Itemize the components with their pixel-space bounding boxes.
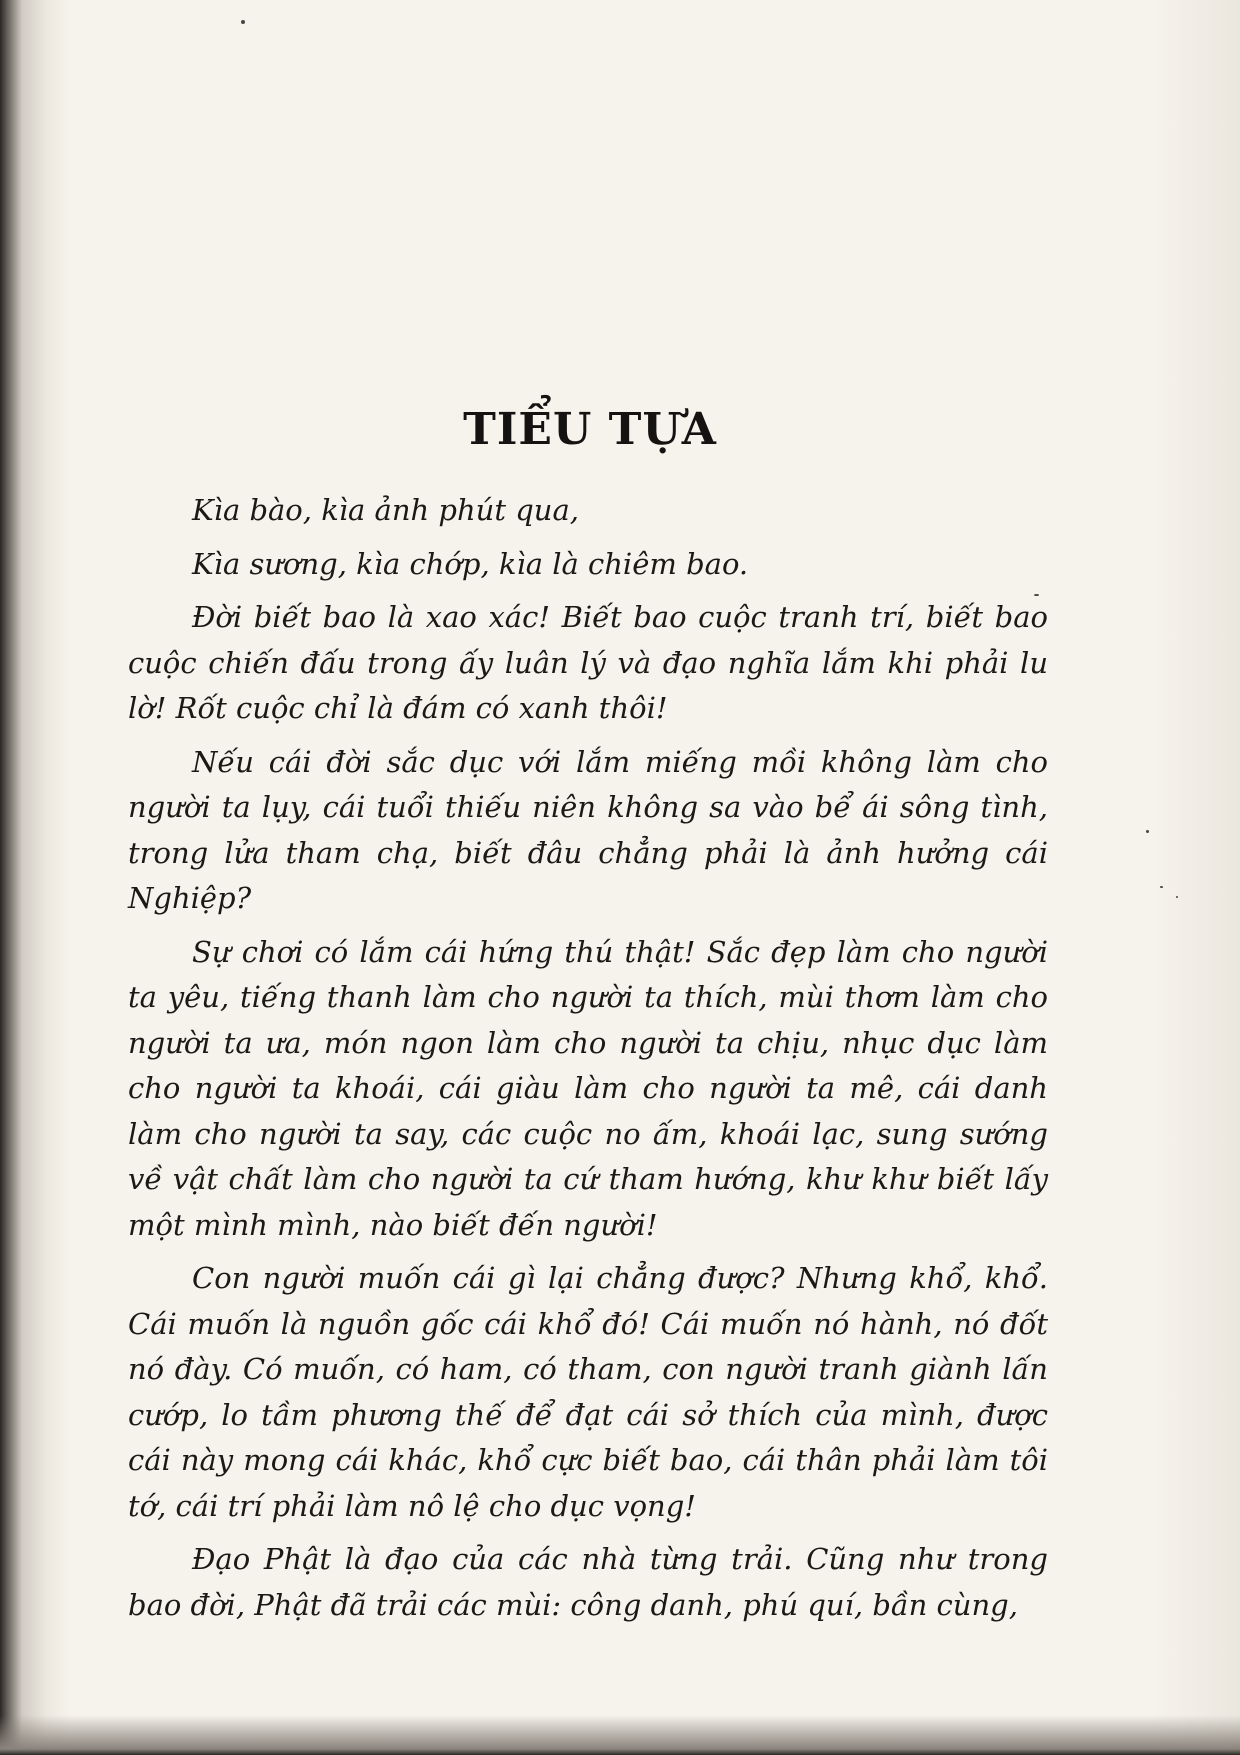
scan-speck xyxy=(241,20,245,24)
paragraph-5: Đạo Phật là đạo của các nhà từng trải. Cũng như trong bao đời, Phật đã trải các mùi: công danh, phú quí, bần cùng, xyxy=(128,1542,1048,1622)
paragraph-2: Nếu cái đời sắc dục với lắm miếng mồi không làm cho người ta lụy, cái tuổi thiếu niên không sa vào bể ái sông tình, trong lửa tham chạ, biết đâu chẳng phải là ảnh hưởng cái Nghiệp? xyxy=(128,744,1048,915)
page-title: TIỂU TỰA xyxy=(463,404,717,455)
scan-speck xyxy=(1160,886,1163,888)
verse-block xyxy=(128,488,1048,587)
paragraph-4: Con người muốn cái gì lại chẳng được? Nhưng khổ, khổ. Cái muốn là nguồn gốc cái khổ đó! Cái muốn nó hành, nó đốt nó đày. Có muốn, có ham, có tham, con người tranh giành lấn cướp, lo tầm phương thế để đạt cái sở thích của mình, được cái này mong cái khác, khổ cực biết bao, cái thân phải làm tôi tớ, cái trí phải làm nô lệ cho dục vọng! xyxy=(128,1261,1048,1523)
verse-line-2: Kìa sương, kìa chớp, kìa là chiêm bao. xyxy=(192,546,749,581)
page-edge-right xyxy=(1150,0,1240,1755)
page-edge-bottom xyxy=(0,1715,1240,1755)
binding-shadow xyxy=(0,0,70,1755)
paragraph-3: Sự chơi có lắm cái hứng thú thật! Sắc đẹp làm cho người ta yêu, tiếng thanh làm cho người ta thích, mùi thơm làm cho người ta ưa, món ngon làm cho người ta chịu, nhục dục làm cho người ta khoái, cái giàu làm cho người ta mê, cái danh làm cho người ta say, các cuộc no ấm, khoái lạc, sung sướng về vật chất làm cho người ta cứ tham hướng, khư khư biết lấy một mình mình, nào biết đến người! xyxy=(128,934,1048,1242)
scan-speck xyxy=(1146,830,1149,833)
verse-line-1: Kìa bào, kìa ảnh phút qua, xyxy=(192,493,579,527)
scan-speck xyxy=(1176,896,1178,898)
paragraph-1: Đời biết bao là xao xác! Biết bao cuộc tranh trí, biết bao cuộc chiến đấu trong ấy luân lý và đạo nghĩa lắm khi phải lu lờ! Rốt cuộc chỉ là đám có xanh thôi! xyxy=(128,600,1048,725)
body-text xyxy=(128,488,1048,1628)
